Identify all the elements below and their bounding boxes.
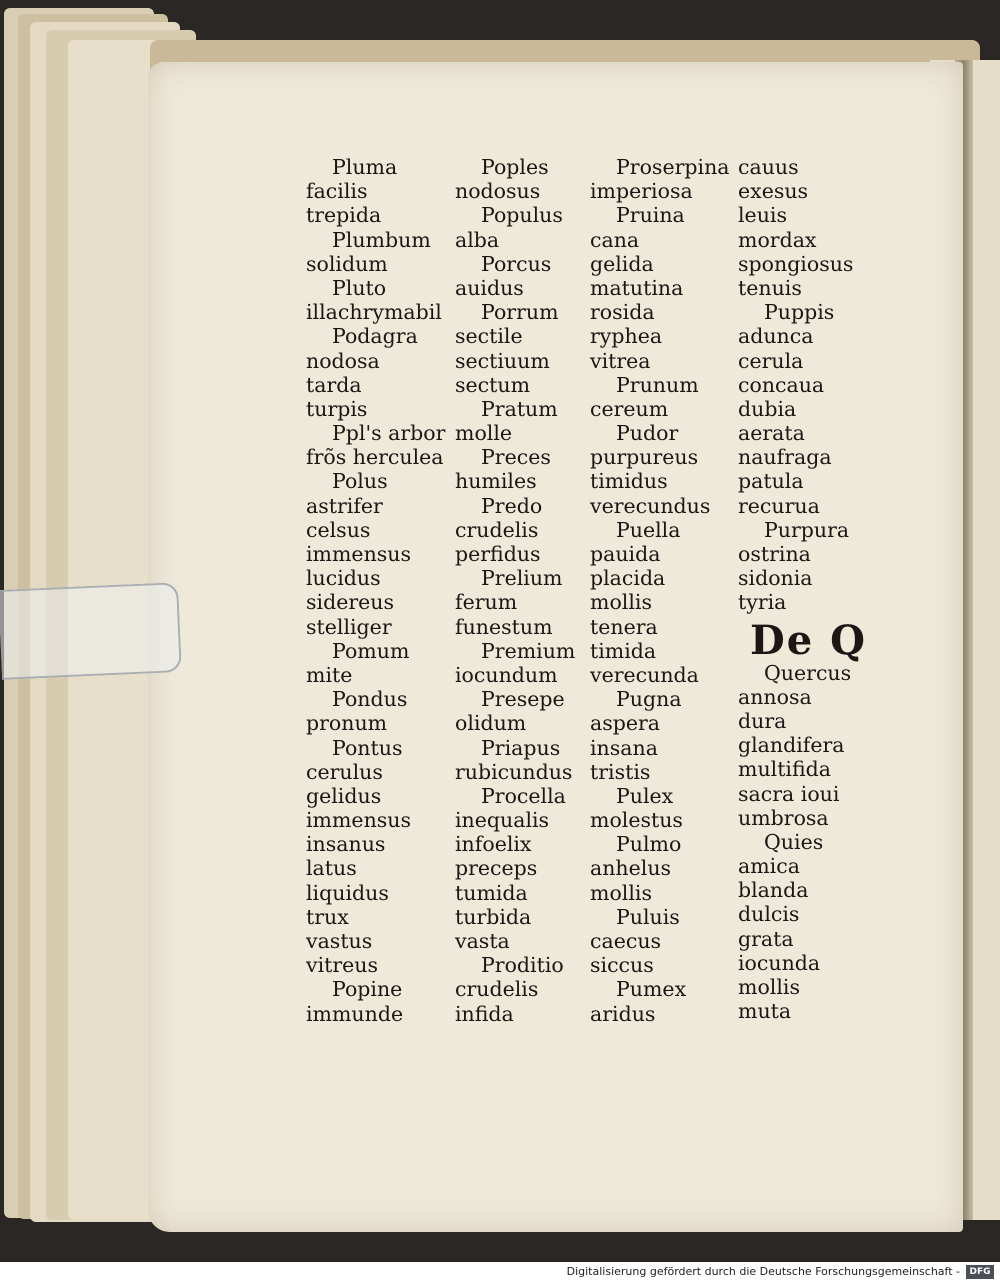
epithet: sacra ioui (738, 781, 840, 806)
epithet: amica (738, 854, 800, 879)
headword: Quies (764, 829, 824, 854)
headword: Ppl's arbor (332, 421, 446, 446)
epithet: caecus (590, 929, 662, 953)
epithet: purpureus (590, 445, 699, 470)
epithet: ostrina (738, 542, 811, 566)
headword: Presepe (481, 687, 565, 712)
epithet: mollis (590, 590, 652, 615)
epithet: sectum (455, 372, 531, 397)
epithet: recurua (738, 493, 820, 518)
epithet: vitrea (590, 348, 651, 373)
epithet: auidus (455, 275, 524, 300)
epithet: trux (306, 904, 349, 929)
epithet: multifida (738, 757, 832, 782)
headword: Pluma (332, 155, 398, 179)
section-initial: De Q (750, 616, 867, 664)
epithet: cerulus (306, 759, 383, 784)
epithet: tristis (590, 759, 651, 784)
epithet: sidereus (306, 590, 394, 615)
headword: Porrum (481, 300, 559, 325)
epithet: celsus (306, 517, 371, 542)
epithet: immunde (306, 1001, 404, 1026)
epithet: naufraga (738, 445, 832, 470)
epithet: sectile (455, 324, 523, 349)
headword: Puppis (764, 300, 835, 325)
epithet: cana (590, 227, 640, 252)
epithet: crudelis (455, 977, 539, 1002)
headword: Popine (332, 977, 403, 1002)
epithet: cerula (738, 348, 804, 373)
epithet: infida (455, 1001, 514, 1026)
epithet: mite (306, 662, 353, 687)
epithet: anhelus (590, 856, 672, 881)
epithet: imperiosa (590, 179, 693, 204)
headword: Pluto (332, 275, 387, 300)
epithet: alba (455, 227, 500, 252)
epithet: solidum (306, 251, 388, 276)
epithet: glandifera (738, 733, 845, 758)
headword: Pontus (332, 735, 403, 760)
epithet: molle (455, 421, 513, 446)
headword: Pruina (616, 203, 685, 228)
word-column-4 (738, 155, 867, 1023)
epithet: siccus (590, 953, 654, 978)
epithet: matutina (590, 275, 684, 300)
epithet: dulcis (738, 902, 800, 927)
epithet: humiles (455, 469, 537, 494)
headword: Pulmo (616, 832, 682, 857)
headword: Prelium (481, 566, 563, 591)
epithet: aspera (590, 711, 661, 736)
epithet: rosida (590, 300, 655, 325)
epithet: nodosus (455, 179, 541, 204)
epithet: cauus (738, 155, 799, 179)
epithet: ryphea (590, 324, 663, 349)
headword: Pomum (332, 638, 410, 663)
headword: Proditio (481, 953, 564, 978)
epithet: vastus (306, 929, 373, 953)
epithet: concaua (738, 372, 825, 397)
headword: Purpura (764, 517, 850, 542)
headword: Polus (332, 469, 388, 494)
epithet: tarda (306, 372, 362, 397)
epithet: inequalis (455, 808, 550, 833)
headword: Prunum (616, 372, 699, 397)
page-holder-clip (0, 582, 182, 680)
epithet: timidus (590, 469, 668, 494)
epithet: spongiosus (738, 251, 854, 276)
epithet: turpis (306, 396, 368, 421)
epithet: mordax (738, 227, 817, 252)
epithet: patula (738, 469, 804, 494)
epithet: astrifer (306, 493, 383, 518)
epithet: illachrymabil (306, 300, 442, 325)
epithet: leuis (738, 203, 787, 228)
epithet: aridus (590, 1001, 656, 1026)
epithet: pronum (306, 711, 388, 736)
headword: Pudor (616, 421, 679, 446)
epithet: liquidus (306, 880, 389, 905)
dfg-logo: DFG (966, 1265, 994, 1279)
epithet: funestum (455, 614, 553, 639)
epithet: rubicundus (455, 759, 573, 784)
epithet: tenuis (738, 275, 802, 300)
epithet: aerata (738, 421, 805, 446)
headword: Pulex (616, 783, 674, 808)
epithet: gelida (590, 251, 654, 276)
epithet: cereum (590, 396, 669, 421)
headword: Pondus (332, 687, 408, 712)
epithet: sidonia (738, 566, 813, 591)
epithet: pauida (590, 542, 661, 566)
epithet: dubia (738, 396, 797, 421)
epithet: umbrosa (738, 805, 829, 830)
epithet: verecundus (590, 493, 711, 518)
headword: Pratum (481, 396, 558, 421)
epithet: gelidus (306, 783, 382, 808)
epithet: lucidus (306, 566, 381, 591)
headword: Quercus (764, 660, 852, 685)
epithet: tyria (738, 590, 787, 615)
epithet: perfidus (455, 542, 541, 566)
headword: Pugna (616, 687, 682, 712)
epithet: ferum (455, 590, 518, 615)
headword: Pumex (616, 977, 687, 1002)
epithet: immensus (306, 808, 412, 833)
epithet: crudelis (455, 517, 539, 542)
epithet: nodosa (306, 348, 380, 373)
headword: Priapus (481, 735, 561, 760)
headword: Puluis (616, 904, 680, 929)
headword: Preces (481, 445, 551, 470)
epithet: muta (738, 999, 792, 1024)
epithet: trepida (306, 203, 382, 228)
epithet: mollis (738, 975, 800, 999)
headword: Porcus (481, 251, 552, 276)
epithet: adunca (738, 324, 814, 349)
epithet: sectiuum (455, 348, 550, 373)
epithet: vitreus (306, 953, 379, 978)
epithet: iocundum (455, 662, 558, 687)
epithet: infoelix (455, 832, 532, 857)
epithet: iocunda (738, 950, 821, 975)
epithet: stelliger (306, 614, 392, 639)
headword: Puella (616, 517, 681, 542)
epithet: turbida (455, 904, 532, 929)
epithet: frõs herculea (306, 445, 444, 470)
word-column-1 (306, 155, 445, 1026)
epithet: preceps (455, 856, 538, 881)
headword: Plumbum (332, 227, 431, 252)
epithet: annosa (738, 684, 812, 709)
epithet: grata (738, 926, 794, 951)
headword: Populus (481, 203, 563, 228)
epithet: insanus (306, 832, 386, 857)
headword: Premium (481, 638, 576, 663)
epithet: exesus (738, 179, 809, 204)
epithet: blanda (738, 878, 809, 903)
headword: Procella (481, 783, 566, 808)
epithet: placida (590, 566, 666, 591)
epithet: facilis (306, 179, 368, 204)
epithet: olidum (455, 711, 527, 736)
headword: Proserpina (616, 155, 730, 179)
epithet: verecunda (590, 662, 699, 687)
word-column-2 (455, 155, 575, 1026)
epithet: immensus (306, 542, 412, 566)
epithet: dura (738, 708, 787, 733)
epithet: vasta (455, 929, 510, 953)
funding-note: Digitalisierung gefördert durch die Deutsche Forschungsgemeinschaft - (566, 1265, 960, 1278)
epithet: molestus (590, 808, 683, 833)
word-column-3 (590, 155, 730, 1026)
headword: Podagra (332, 324, 418, 349)
headword: Predo (481, 493, 543, 518)
epithet: timida (590, 638, 657, 663)
epithet: insana (590, 735, 658, 760)
epithet: latus (306, 856, 357, 881)
epithet: tumida (455, 880, 528, 905)
epithet: mollis (590, 880, 652, 905)
epithet: tenera (590, 614, 658, 639)
footer-bar (0, 1262, 1000, 1283)
headword: Poples (481, 155, 549, 179)
